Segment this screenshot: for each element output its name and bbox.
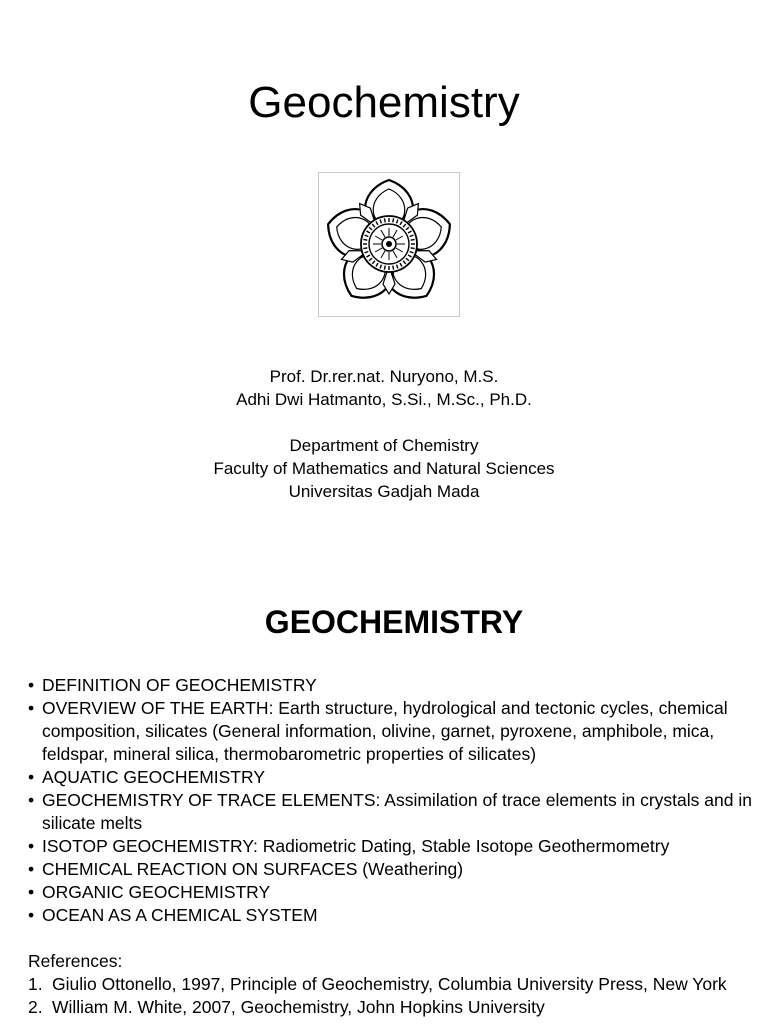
seal-ring-letter-mark: [384, 218, 385, 222]
topic-item: [28, 697, 763, 766]
bullet: •: [28, 859, 35, 879]
author-block: [0, 365, 768, 503]
seal-ring-letter-mark: [363, 248, 367, 249]
topic-text: OVERVIEW OF THE EARTH: Earth structure, hydrological and tectonic cycles, chemical composition, silicates (General information, olivine, garnet, pyroxene, amphibole, mica, feldspar, mineral silica, thermobarometric properties of silicates): [42, 698, 728, 764]
reference-text: William M. White, 2007, Geochemistry, John Hopkins University: [52, 997, 545, 1017]
bullet: •: [28, 698, 35, 718]
topic-item: [28, 789, 763, 835]
seal-icon: [319, 173, 459, 316]
topic-item: [28, 904, 763, 927]
reference-item: [28, 996, 763, 1019]
bullet: •: [28, 836, 35, 856]
bullet: •: [28, 790, 35, 810]
topic-text: CHEMICAL REACTION ON SURFACES (Weathering): [42, 859, 464, 879]
topic-item: [28, 881, 763, 904]
reference-text: Giulio Ottonello, 1997, Principle of Geochemistry, Columbia University Press, New York: [52, 974, 727, 994]
department-line: Department of Chemistry: [289, 436, 479, 455]
topic-text: ISOTOP GEOCHEMISTRY: Radiometric Dating, Stable Isotope Geothermometry: [42, 836, 670, 856]
seal-center-dot: [386, 241, 392, 247]
topic-text: DEFINITION OF GEOCHEMISTRY: [42, 675, 317, 695]
seal-ring-letter-mark: [363, 239, 367, 240]
seal-ring-letter-mark: [384, 266, 385, 270]
author-line: Prof. Dr.rer.nat. Nuryono, M.S.: [269, 367, 499, 386]
section-heading: GEOCHEMISTRY: [264, 604, 524, 640]
reference-number: 1.: [28, 974, 43, 994]
seal-ring-letter-mark: [393, 266, 394, 270]
topic-item: [28, 835, 763, 858]
reference-item: [28, 973, 763, 996]
topic-text: ORGANIC GEOCHEMISTRY: [42, 882, 271, 902]
author-line: Adhi Dwi Hatmanto, S.Si., M.Sc., Ph.D.: [236, 390, 532, 409]
page-title: Geochemistry: [248, 78, 520, 127]
topic-item: [28, 674, 763, 697]
topic-text: AQUATIC GEOCHEMISTRY: [42, 767, 265, 787]
topic-item: [28, 858, 763, 881]
bullet: •: [28, 882, 35, 902]
university-line: Universitas Gadjah Mada: [288, 482, 480, 501]
university-seal-logo: [318, 172, 460, 317]
bullet: •: [28, 767, 35, 787]
references-block: [28, 950, 763, 1019]
topic-list: [28, 674, 763, 927]
references-label: References:: [28, 951, 123, 971]
faculty-line: Faculty of Mathematics and Natural Sciences: [213, 459, 555, 478]
spacer-line: [0, 411, 768, 434]
seal-ring-letter-mark: [411, 239, 415, 240]
reference-number: 2.: [28, 997, 43, 1017]
seal-ring-letter-mark: [411, 248, 415, 249]
topic-text: OCEAN AS A CHEMICAL SYSTEM: [42, 905, 318, 925]
topic-text: GEOCHEMISTRY OF TRACE ELEMENTS: Assimilation of trace elements in crystals and in silicate melts: [42, 790, 752, 833]
bullet: •: [28, 675, 35, 695]
topic-item: [28, 766, 763, 789]
bullet: •: [28, 905, 35, 925]
seal-ring-letter-mark: [393, 218, 394, 222]
